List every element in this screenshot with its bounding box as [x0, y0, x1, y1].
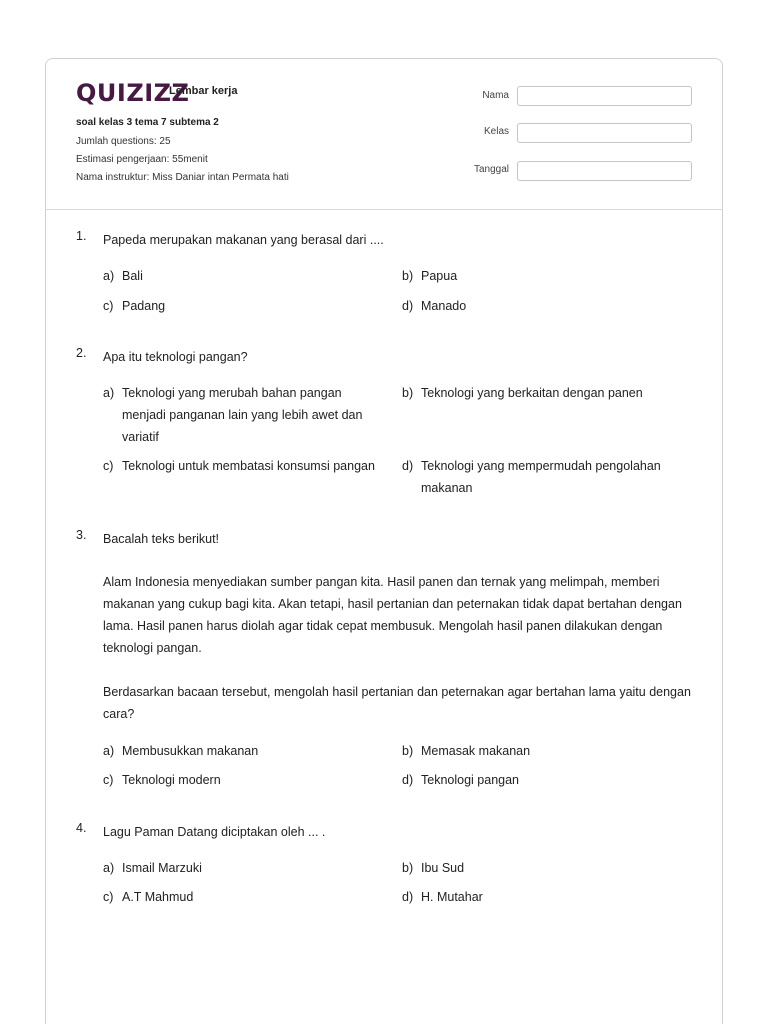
- worksheet-page: [45, 58, 723, 1024]
- option-letter: b): [402, 386, 414, 400]
- option-letter: a): [103, 744, 115, 758]
- option-text: Teknologi yang mempermudah pengolahan makanan: [421, 459, 661, 495]
- option-letter: d): [402, 299, 414, 313]
- questions-count: Jumlah questions: 25: [76, 136, 171, 147]
- option-text: Padang: [122, 299, 166, 313]
- option-text: Teknologi modern: [122, 773, 221, 787]
- option-letter: b): [402, 269, 414, 283]
- question-number: 2.: [76, 346, 87, 360]
- question-text: Papeda merupakan makanan yang berasal dari ....: [103, 233, 384, 247]
- option-text: Ibu Sud: [421, 861, 465, 875]
- question-prompt: Berdasarkan bacaan tersebut, mengolah hasil pertanian dan peternakan agar bertahan lama yaitu dengan cara?: [103, 685, 691, 721]
- question-text: Bacalah teks berikut!: [103, 532, 220, 546]
- option-text: A.T Mahmud: [122, 890, 194, 904]
- question-text: Lagu Paman Datang diciptakan oleh ... .: [103, 825, 326, 839]
- quiz-title: soal kelas 3 tema 7 subtema 2: [76, 117, 219, 128]
- class-label: Kelas: [483, 126, 509, 137]
- option-text: Teknologi untuk membatasi konsumsi pangan: [122, 459, 375, 473]
- option-letter: a): [103, 269, 115, 283]
- quizizz-logo: QUIZIZZ: [76, 79, 190, 107]
- option-text: Manado: [421, 299, 467, 313]
- option-letter: d): [402, 890, 414, 904]
- date-field[interactable]: [517, 161, 692, 181]
- option-letter: a): [103, 386, 115, 400]
- option-letter: d): [402, 459, 414, 473]
- option-text: Ismail Marzuki: [122, 861, 202, 875]
- question-number: 3.: [76, 528, 87, 542]
- option-text: Memasak makanan: [421, 744, 531, 758]
- reading-passage: Alam Indonesia menyediakan sumber pangan kita. Hasil panen dan ternak yang melimpah, memberi makanan yang cukup bagi kita. Akan tetapi, hasil pertanian dan peternakan tidak dapat bertahan dengan lama. Hasil panen harus diolah agar tidak cepat membusuk. Mengolah hasil panen dilakukan dengan teknologi pangan.: [103, 575, 682, 655]
- option-letter: c): [103, 773, 114, 787]
- option-text: Teknologi yang merubah bahan pangan menjadi panganan lain yang lebih awet dan variatif: [122, 386, 363, 444]
- worksheet-type-label: Lembar kerja: [169, 85, 238, 97]
- name-label: Nama: [482, 90, 509, 101]
- option-letter: c): [103, 299, 114, 313]
- name-field[interactable]: [517, 86, 692, 106]
- option-text: H. Mutahar: [421, 890, 483, 904]
- option-letter: d): [402, 773, 414, 787]
- question-text: Apa itu teknologi pangan?: [103, 350, 248, 364]
- option-text: Bali: [122, 269, 143, 283]
- option-letter: c): [103, 459, 114, 473]
- question-number: 4.: [76, 821, 87, 835]
- option-text: Membusukkan makanan: [122, 744, 259, 758]
- question-number: 1.: [76, 229, 87, 243]
- date-label: Tanggal: [473, 164, 509, 175]
- instructor-name: Nama instruktur: Miss Daniar intan Permata hati: [76, 172, 289, 183]
- estimated-duration: Estimasi pengerjaan: 55menit: [76, 154, 208, 165]
- option-letter: b): [402, 744, 414, 758]
- class-field[interactable]: [517, 123, 692, 143]
- option-letter: b): [402, 861, 414, 875]
- option-letter: a): [103, 861, 115, 875]
- worksheet-header: [46, 59, 722, 210]
- option-text: Teknologi yang berkaitan dengan panen: [421, 386, 643, 400]
- option-text: Teknologi pangan: [421, 773, 519, 787]
- option-letter: c): [103, 890, 114, 904]
- option-text: Papua: [421, 269, 458, 283]
